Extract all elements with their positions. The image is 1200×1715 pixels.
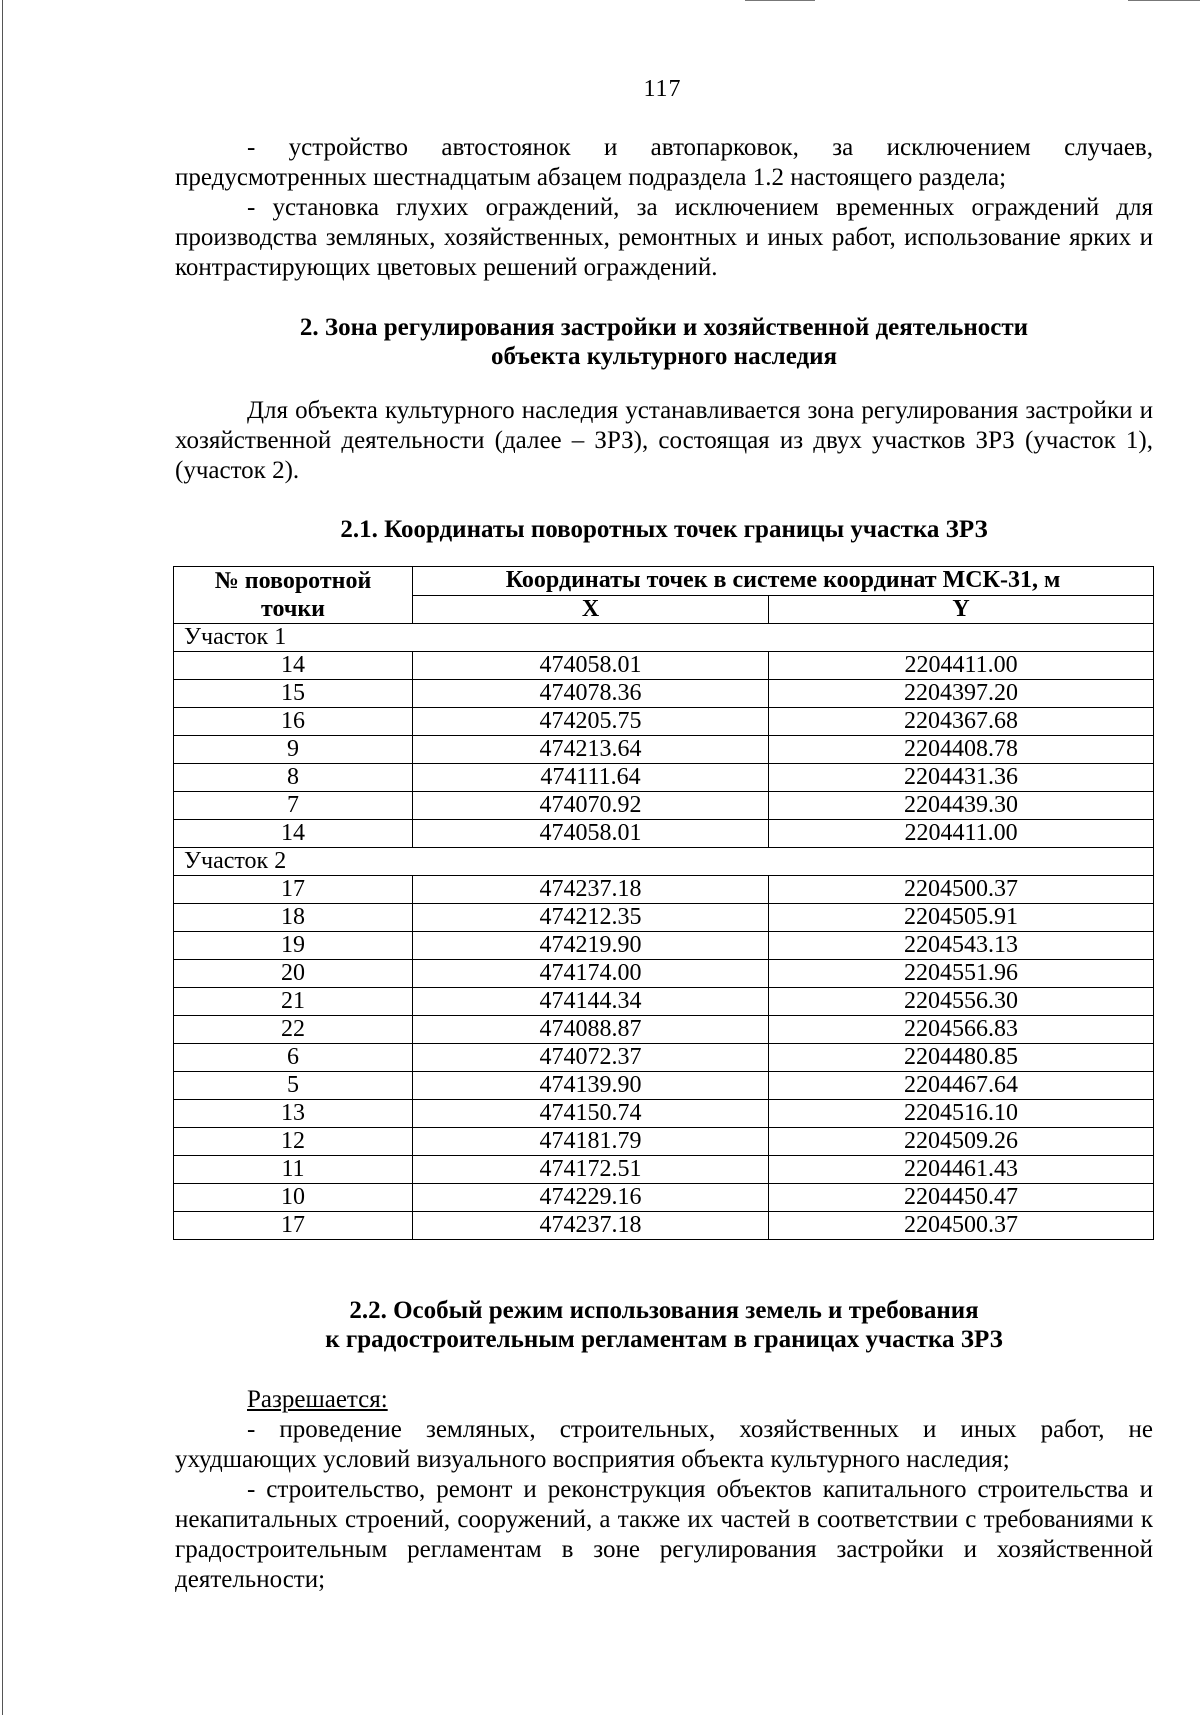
allowed-item: - строительство, ремонт и реконструкция объектов капитального строительства и некапитальных строений, сооружений, а также их частей в соответствии с требованиями к градостроительным регламентам в зоне регулирования застройки и хозяйственной деятельности; <box>175 1476 1153 1593</box>
section-row <box>174 848 1154 876</box>
y-coordinate-cell: 2204516.10 <box>769 1100 1154 1128</box>
coordinates-table-body <box>174 624 1154 1240</box>
allowed-item: - проведение земляных, строительных, хозяйственных и иных работ, не ухудшающих условий визуального восприятия объекта культурного наследия; <box>175 1416 1153 1473</box>
section22-title-line1: 2.2. Особый режим использования земель и требования <box>349 1297 979 1324</box>
y-coordinate-cell: 2204566.83 <box>769 1016 1154 1044</box>
x-coordinate-cell: 474174.00 <box>413 960 769 988</box>
x-coordinate-cell: 474150.74 <box>413 1100 769 1128</box>
table-row <box>174 876 1154 904</box>
x-coordinate-cell: 474213.64 <box>413 736 769 764</box>
section22-title-line2: к градостроительным регламентам в границах участка ЗРЗ <box>325 1326 1003 1353</box>
point-number-cell: 8 <box>174 764 413 792</box>
scan-top-mark <box>1128 0 1200 1</box>
x-coordinate-cell: 474229.16 <box>413 1184 769 1212</box>
intro-paragraph: - устройство автостоянок и автопарковок, за исключением случаев, предусмотренных шестнадцатым абзацем подраздела 1.2 настоящего раздела; <box>175 134 1153 191</box>
point-number-cell: 16 <box>174 708 413 736</box>
y-coordinate-cell: 2204480.85 <box>769 1044 1154 1072</box>
point-number-cell: 17 <box>174 1212 413 1240</box>
point-number-cell: 18 <box>174 904 413 932</box>
y-coordinate-cell: 2204450.47 <box>769 1184 1154 1212</box>
table-row <box>174 708 1154 736</box>
y-coordinate-cell: 2204551.96 <box>769 960 1154 988</box>
header-x: X <box>413 595 769 624</box>
y-coordinate-cell: 2204408.78 <box>769 736 1154 764</box>
y-coordinate-cell: 2204556.30 <box>769 988 1154 1016</box>
section-label: Участок 1 <box>174 624 1154 652</box>
point-number-cell: 12 <box>174 1128 413 1156</box>
y-coordinate-cell: 2204505.91 <box>769 904 1154 932</box>
point-number-cell: 17 <box>174 876 413 904</box>
point-number-cell: 10 <box>174 1184 413 1212</box>
point-number-cell: 15 <box>174 680 413 708</box>
intro-paragraph: - установка глухих ограждений, за исключением временных ограждений для производства земляных, хозяйственных, ремонтных и иных работ, использование ярких и контрастирующих цветовых решений ограждений. <box>175 194 1153 281</box>
x-coordinate-cell: 474139.90 <box>413 1072 769 1100</box>
intro-text <box>175 133 1153 283</box>
table-row <box>174 792 1154 820</box>
allowed-label: Разрешается: <box>247 1386 388 1413</box>
x-coordinate-cell: 474237.18 <box>413 1212 769 1240</box>
header-point-number-line1: № поворотной <box>214 568 372 594</box>
scan-top-mark <box>745 0 815 1</box>
section2-title-line1: 2. Зона регулирования застройки и хозяйственной деятельности <box>299 314 1029 341</box>
x-coordinate-cell: 474205.75 <box>413 708 769 736</box>
table-row <box>174 1044 1154 1072</box>
table-row <box>174 960 1154 988</box>
x-coordinate-cell: 474088.87 <box>413 1016 769 1044</box>
header-y: Y <box>769 595 1154 624</box>
scan-edge-line <box>2 0 3 1715</box>
table-row <box>174 1128 1154 1156</box>
y-coordinate-cell: 2204543.13 <box>769 932 1154 960</box>
section-row <box>174 624 1154 652</box>
y-coordinate-cell: 2204411.00 <box>769 652 1154 680</box>
allowed-label-line <box>175 1385 1153 1415</box>
y-coordinate-cell: 2204431.36 <box>769 764 1154 792</box>
x-coordinate-cell: 474212.35 <box>413 904 769 932</box>
y-coordinate-cell: 2204467.64 <box>769 1072 1154 1100</box>
table-row <box>174 1100 1154 1128</box>
section22-body <box>175 1385 1153 1595</box>
x-coordinate-cell: 474111.64 <box>413 764 769 792</box>
table-row <box>174 820 1154 848</box>
table-row <box>174 932 1154 960</box>
table-row <box>174 904 1154 932</box>
point-number-cell: 20 <box>174 960 413 988</box>
x-coordinate-cell: 474181.79 <box>413 1128 769 1156</box>
point-number-cell: 14 <box>174 820 413 848</box>
table-row <box>174 1072 1154 1100</box>
section2-title-line2: объекта культурного наследия <box>490 343 838 370</box>
point-number-cell: 22 <box>174 1016 413 1044</box>
x-coordinate-cell: 474058.01 <box>413 652 769 680</box>
table-row <box>174 1184 1154 1212</box>
section2-paragraph: Для объекта культурного наследия устанавливается зона регулирования застройки и хозяйственной деятельности (далее – ЗРЗ), состоящая из двух участков ЗРЗ (участок 1), (участок 2). <box>175 397 1153 484</box>
point-number-cell: 11 <box>174 1156 413 1184</box>
section2-heading <box>175 313 1153 371</box>
table-row <box>174 652 1154 680</box>
point-number-cell: 9 <box>174 736 413 764</box>
table-row <box>174 1016 1154 1044</box>
x-coordinate-cell: 474072.37 <box>413 1044 769 1072</box>
table-row <box>174 988 1154 1016</box>
x-coordinate-cell: 474237.18 <box>413 876 769 904</box>
y-coordinate-cell: 2204411.00 <box>769 820 1154 848</box>
table-row <box>174 1212 1154 1240</box>
header-point-number-line2: точки <box>260 596 326 622</box>
header-point-number <box>174 567 413 624</box>
table-row <box>174 1156 1154 1184</box>
page-number: 117 <box>643 76 682 102</box>
y-coordinate-cell: 2204500.37 <box>769 1212 1154 1240</box>
point-number-cell: 21 <box>174 988 413 1016</box>
x-coordinate-cell: 474172.51 <box>413 1156 769 1184</box>
point-number-cell: 6 <box>174 1044 413 1072</box>
section2-body <box>175 396 1153 486</box>
x-coordinate-cell: 474070.92 <box>413 792 769 820</box>
table-row <box>174 680 1154 708</box>
header-coordinates: Координаты точек в системе координат МСК-31, м <box>413 567 1154 596</box>
section21-heading <box>175 515 1153 544</box>
y-coordinate-cell: 2204461.43 <box>769 1156 1154 1184</box>
coordinates-table <box>173 566 1154 1240</box>
table-row <box>174 764 1154 792</box>
section22-heading <box>175 1296 1153 1354</box>
point-number-cell: 14 <box>174 652 413 680</box>
point-number-cell: 19 <box>174 932 413 960</box>
y-coordinate-cell: 2204367.68 <box>769 708 1154 736</box>
point-number-cell: 13 <box>174 1100 413 1128</box>
x-coordinate-cell: 474078.36 <box>413 680 769 708</box>
y-coordinate-cell: 2204509.26 <box>769 1128 1154 1156</box>
x-coordinate-cell: 474144.34 <box>413 988 769 1016</box>
section-label: Участок 2 <box>174 848 1154 876</box>
y-coordinate-cell: 2204397.20 <box>769 680 1154 708</box>
point-number-cell: 5 <box>174 1072 413 1100</box>
point-number-cell: 7 <box>174 792 413 820</box>
table-row <box>174 736 1154 764</box>
y-coordinate-cell: 2204439.30 <box>769 792 1154 820</box>
y-coordinate-cell: 2204500.37 <box>769 876 1154 904</box>
section21-title: 2.1. Координаты поворотных точек границы участка ЗРЗ <box>340 516 988 543</box>
x-coordinate-cell: 474058.01 <box>413 820 769 848</box>
x-coordinate-cell: 474219.90 <box>413 932 769 960</box>
